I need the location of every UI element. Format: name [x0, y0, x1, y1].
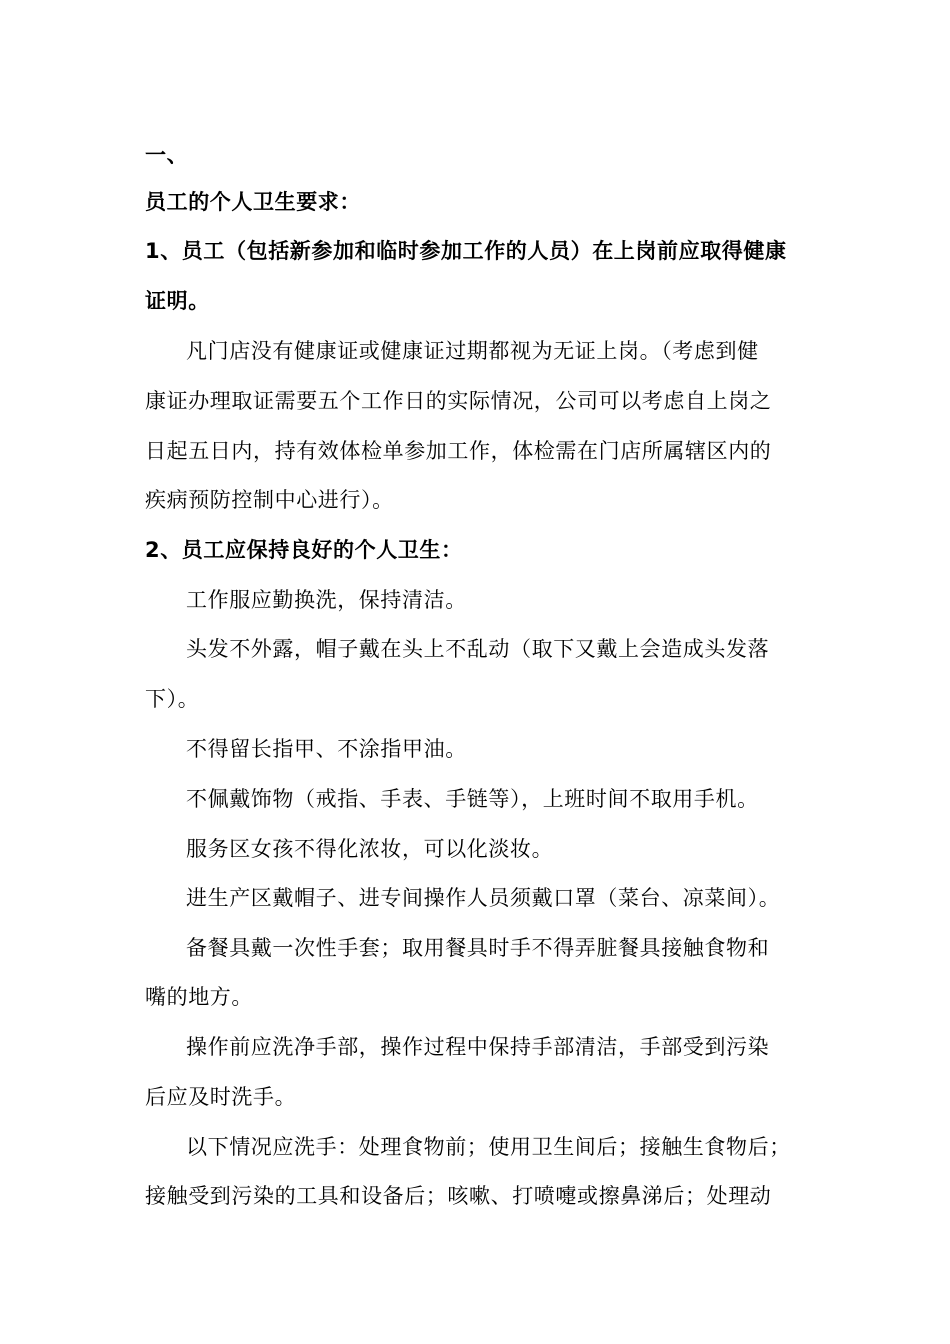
paragraph-line: 进生产区戴帽子、进专间操作人员须戴口罩（菜台、凉菜间）。 [186, 886, 781, 910]
paragraph-line: 备餐具戴一次性手套；取用餐具时手不得弄脏餐具接触食物和 [186, 936, 770, 960]
item-1-heading-line-1: 1、员工（包括新参加和临时参加工作的人员）在上岗前应取得健康 [145, 239, 787, 263]
paragraph-line: 嘴的地方。 [145, 985, 253, 1009]
paragraph-line: 后应及时洗手。 [145, 1085, 297, 1109]
item-2-heading: 2、员工应保持良好的个人卫生： [145, 538, 463, 562]
item-1-heading-line-2: 证明。 [145, 289, 210, 313]
paragraph-line: 凡门店没有健康证或健康证过期都视为无证上岗。（考虑到健 [186, 339, 759, 363]
paragraph-line: 不佩戴饰物（戒指、手表、手链等），上班时间不取用手机。 [186, 787, 759, 811]
paragraph-line: 不得留长指甲、不涂指甲油。 [186, 737, 467, 761]
paragraph-line: 头发不外露，帽子戴在头上不乱动（取下又戴上会造成头发落 [186, 637, 770, 661]
paragraph-line: 操作前应洗净手部，操作过程中保持手部清洁，手部受到污染 [186, 1035, 770, 1059]
paragraph-line: 服务区女孩不得化浓妆，可以化淡妆。 [186, 837, 554, 861]
paragraph-line: 康证办理取证需要五个工作日的实际情况，公司可以考虑自上岗之 [145, 389, 772, 413]
paragraph-line: 工作服应勤换洗，保持清洁。 [186, 588, 467, 612]
paragraph-line: 疾病预防控制中心进行）。 [145, 488, 394, 512]
paragraph-line: 日起五日内，持有效体检单参加工作，体检需在门店所属辖区内的 [145, 439, 772, 463]
section-number: 一、 [145, 143, 189, 167]
paragraph-line: 下）。 [145, 687, 200, 711]
paragraph-line: 以下情况应洗手：处理食物前；使用卫生间后；接触生食物后； [186, 1135, 791, 1159]
section-heading: 员工的个人卫生要求： [145, 190, 361, 214]
paragraph-line: 接触受到污染的工具和设备后；咳嗽、打喷嚏或擦鼻涕后；处理动 [145, 1184, 772, 1208]
